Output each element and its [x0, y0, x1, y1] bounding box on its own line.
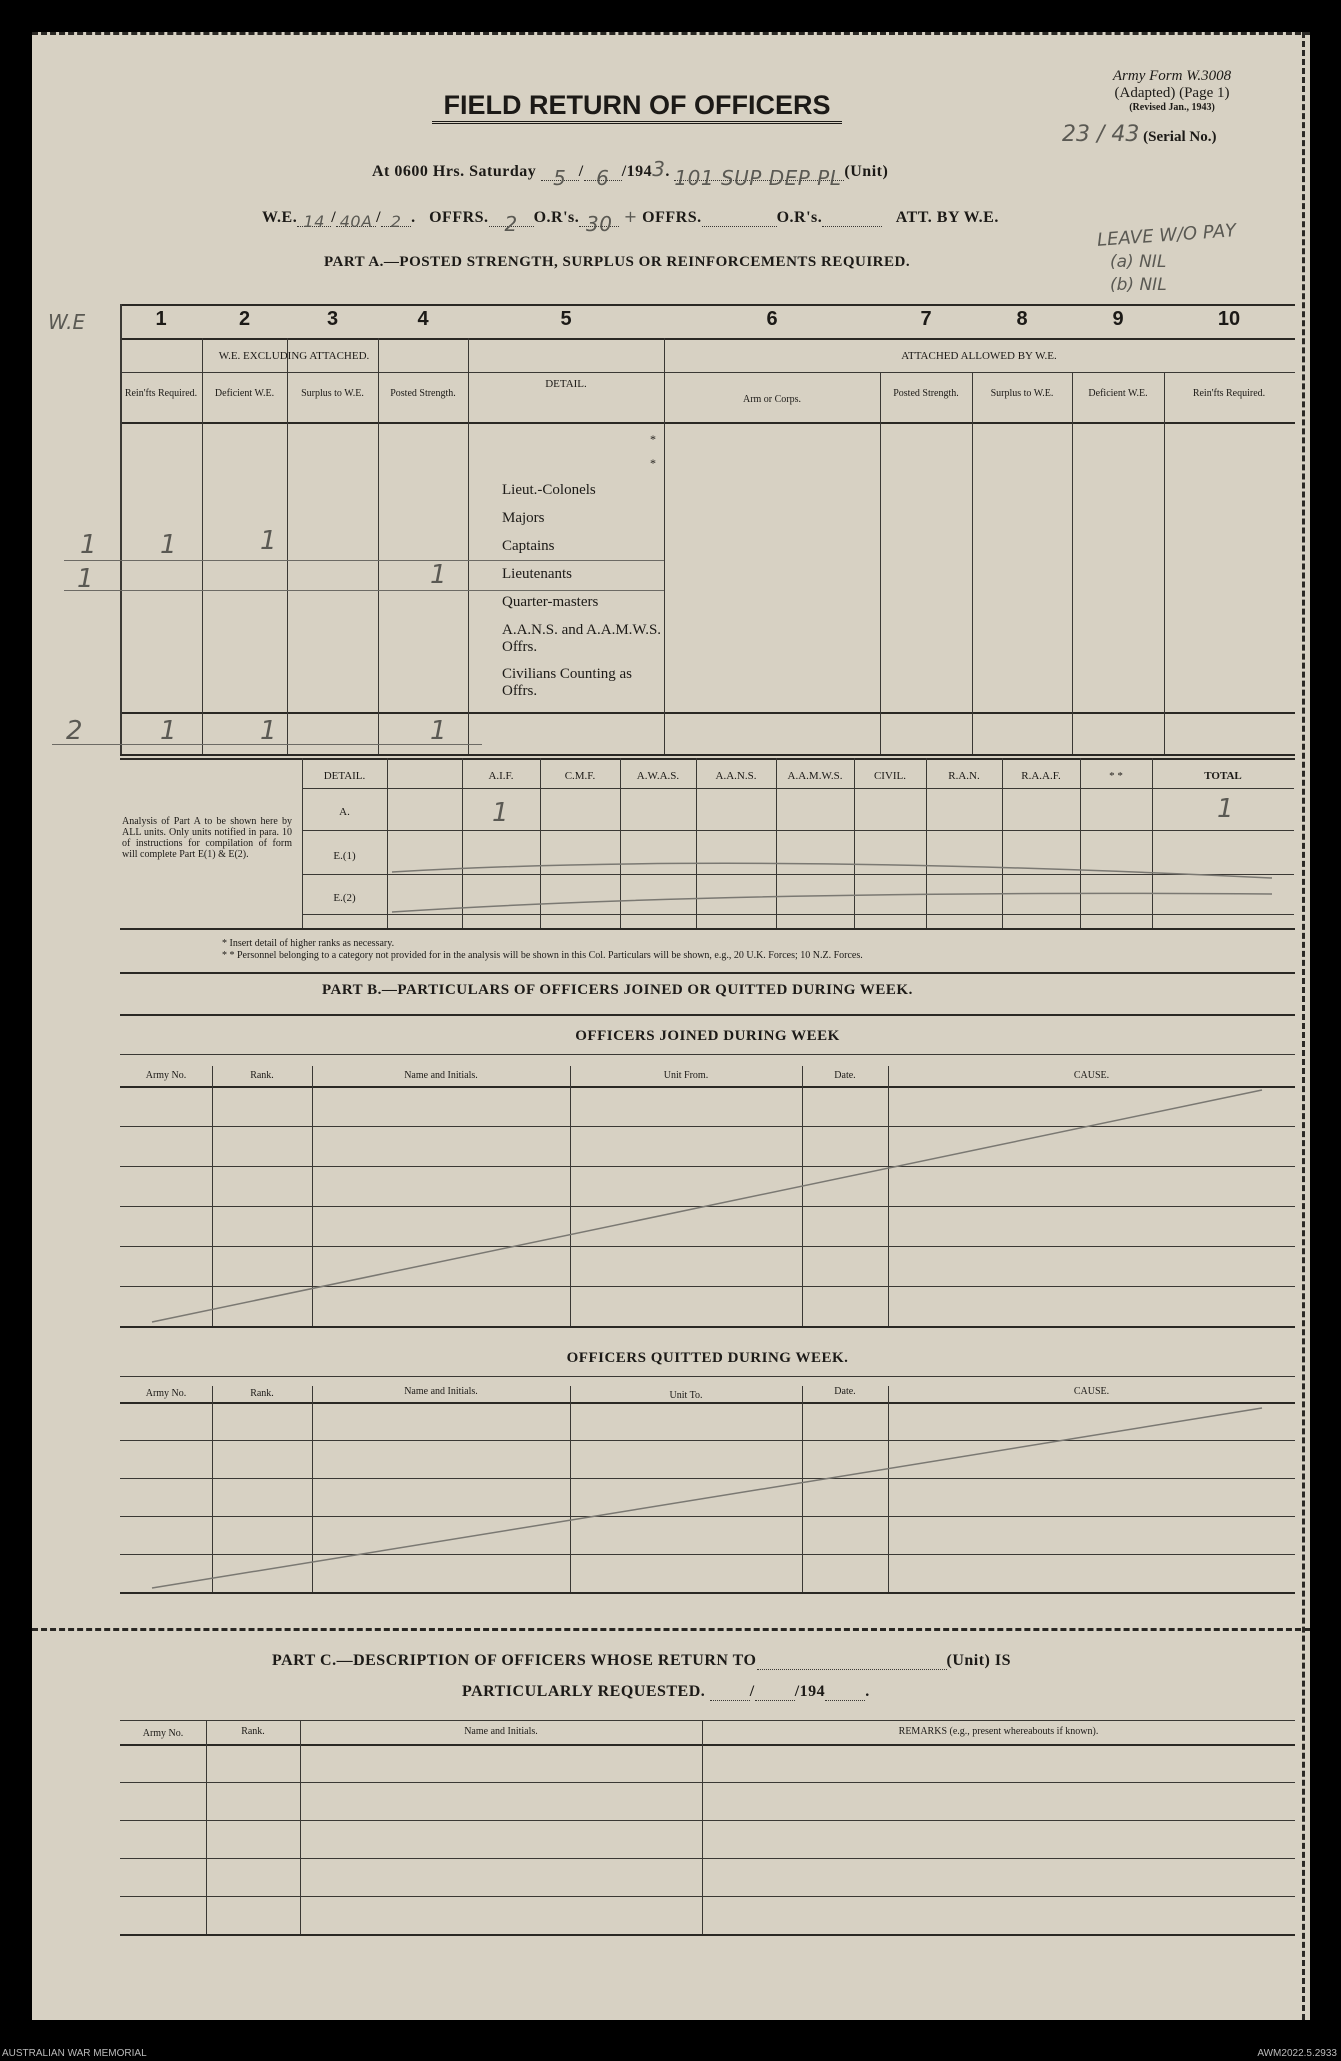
- col-num-4: 4: [417, 308, 429, 330]
- ors-label-2: O.R's.: [776, 209, 823, 226]
- joined-h-date: Date.: [834, 1070, 856, 1081]
- unit-label: (Unit): [844, 163, 889, 180]
- e1-strike: [392, 863, 1272, 878]
- part-a-title: PART A.—POSTED STRENGTH, SURPLUS OR REINFORCEMENTS REQUIRED.: [324, 254, 911, 270]
- e2-strike: [392, 893, 1272, 912]
- joined-h-cause: CAUSE.: [1073, 1070, 1110, 1081]
- joined-h-rank: Rank.: [250, 1070, 274, 1081]
- sub-posted-left: Posted Strength.: [390, 388, 456, 399]
- an-h-total: TOTAL: [1204, 770, 1242, 782]
- partc-h-rank: Rank.: [241, 1726, 265, 1737]
- joined-strike: [152, 1090, 1262, 1322]
- rule: [120, 1896, 1295, 1897]
- unit-value: 101 SUP DEP PL: [674, 166, 842, 190]
- rank-lt-colonels: Lieut.-Colonels: [502, 482, 596, 498]
- sub-surplus-left: Surplus to W.E.: [301, 388, 364, 399]
- offrs-value: 2: [504, 212, 518, 236]
- partc-h-remarks: REMARKS (e.g., present whereabouts if known).: [898, 1726, 1099, 1737]
- quitted-h-army-no: Army No.: [145, 1388, 187, 1399]
- an-h-awas: A.W.A.S.: [636, 770, 680, 782]
- strike-lines: [32, 32, 1310, 2020]
- col-num-2: 2: [238, 308, 251, 330]
- captains-margin: 1: [80, 530, 97, 560]
- an-h-detail: DETAIL.: [323, 770, 366, 782]
- joined-h-name: Name and Initials.: [404, 1070, 478, 1081]
- an-h-aif: A.I.F.: [488, 770, 514, 782]
- we-v3: 2: [390, 212, 402, 231]
- star-2: *: [650, 456, 656, 470]
- footer-left: AUSTRALIAN WAR MEMORIAL: [2, 2048, 147, 2059]
- attached-header: ATTACHED ALLOWED BY W.E.: [901, 350, 1057, 362]
- an-h-civil: CIVIL.: [873, 770, 907, 782]
- time-label: At 0600 Hrs. Saturday: [372, 163, 537, 180]
- quitted-h-rank: Rank.: [250, 1388, 274, 1399]
- joined-h-unit-from: Unit From.: [663, 1070, 709, 1081]
- rule: [120, 1820, 1295, 1821]
- quitted-h-cause: CAUSE.: [1073, 1386, 1110, 1397]
- analysis-note: Analysis of Part A to be shown here by ALL units. Only units notified in para. 10 of instructions for compilation of form will complete Part E(1) & E(2).: [122, 816, 292, 860]
- rule: [300, 1720, 301, 1934]
- sub-reinfts-right: Rein'fts Required.: [1192, 388, 1266, 399]
- perforation-right: [1302, 32, 1305, 2020]
- an-h-raaf: R.A.A.F.: [1021, 770, 1061, 782]
- col-num-1: 1: [155, 308, 167, 330]
- an-row-e1: E.(1): [333, 850, 356, 862]
- footnote-1: * Insert detail of higher ranks as necessary.: [222, 938, 395, 949]
- rank-quartermasters: Quarter-masters: [502, 594, 599, 610]
- captains-col2: 1: [260, 526, 277, 556]
- adapted-note: (Adapted) (Page 1): [1114, 85, 1230, 101]
- rule: [206, 1720, 207, 1934]
- revised-note: (Revised Jan., 1943): [1129, 102, 1215, 113]
- an-aif-value: 1: [492, 798, 509, 828]
- rule: [120, 1744, 1295, 1746]
- ors-value: 30: [586, 212, 613, 236]
- total-col2: 1: [260, 716, 277, 746]
- sub-deficient-left: Deficient W.E.: [214, 388, 275, 399]
- we-excluding-header: W.E. EXCLUDING ATTACHED.: [218, 350, 370, 362]
- offrs-label: OFFRS.: [429, 209, 489, 226]
- an-h-cmf: C.M.F.: [564, 770, 596, 782]
- an-row-e2: E.(2): [333, 892, 356, 904]
- an-h-aamws: A.A.M.W.S.: [787, 770, 843, 782]
- lieutenants-margin: 1: [77, 564, 94, 594]
- col-num-10: 10: [1217, 308, 1241, 330]
- an-h-ran: R.A.N.: [948, 770, 980, 782]
- footer-right: AWM2022.5.2933: [1257, 2048, 1337, 2059]
- margin-we: W.E: [48, 310, 86, 334]
- quitted-strike: [152, 1408, 1262, 1588]
- rule: [702, 1720, 703, 1934]
- sub-posted-right: Posted Strength.: [893, 388, 959, 399]
- perforation-middle: [32, 1628, 1310, 1631]
- leave-note: LEAVE W/O PAY: [1096, 220, 1237, 251]
- part-c-requested: PARTICULARLY REQUESTED.: [462, 1683, 706, 1700]
- col-num-6: 6: [766, 308, 778, 330]
- total-col1: 1: [160, 716, 177, 746]
- part-c-suffix: (Unit) IS: [946, 1652, 1012, 1669]
- we-v1: 14: [303, 212, 325, 231]
- joined-h-army-no: Army No.: [145, 1070, 187, 1081]
- lieutenants-col4: 1: [430, 560, 447, 590]
- quitted-title: OFFICERS QUITTED DURING WEEK.: [566, 1350, 849, 1366]
- month-value: 6: [596, 166, 610, 190]
- footer: [0, 2046, 1341, 2061]
- plus-sign: +: [623, 207, 638, 226]
- rule: [120, 1720, 1295, 1721]
- partc-h-name: Name and Initials.: [464, 1726, 538, 1737]
- part-c-year: /194: [794, 1683, 826, 1700]
- rule: [120, 1858, 1295, 1859]
- sub-arm-corps: Arm or Corps.: [742, 394, 802, 405]
- rule: [120, 1782, 1295, 1783]
- col-num-3: 3: [326, 308, 339, 330]
- we-v2: 40A: [339, 212, 373, 231]
- rank-aans: A.A.N.S. and A.A.M.W.S. Offrs.: [502, 622, 662, 655]
- col-num-8: 8: [1016, 308, 1028, 330]
- note-a: (a) NIL: [1110, 252, 1167, 272]
- sub-reinfts-left: Rein'fts Required.: [124, 388, 198, 399]
- part-b-title: PART B.—PARTICULARS OF OFFICERS JOINED OR QUITTED DURING WEEK.: [322, 982, 913, 998]
- part-c-prefix: PART C.—DESCRIPTION OF OFFICERS WHOSE RETURN TO: [272, 1652, 757, 1669]
- joined-title: OFFICERS JOINED DURING WEEK: [575, 1028, 840, 1044]
- rank-captains: Captains: [502, 538, 555, 554]
- serial-label: (Serial No.): [1143, 129, 1217, 145]
- year-prefix: /194: [621, 163, 653, 180]
- army-form: Army Form W.3008: [1112, 68, 1232, 84]
- rank-lieutenants: Lieutenants: [502, 566, 572, 582]
- footnote-2: * * Personnel belonging to a category not provided for in the analysis will be shown in this Col. Particulars will be shown, e.g., 20 U.K. Forces; 10 N.Z. Forces.: [222, 950, 863, 961]
- partc-h-army-no: Army No.: [142, 1728, 184, 1739]
- part-c-line1: [272, 1652, 1172, 1670]
- an-row-a: A.: [339, 806, 350, 818]
- col-num-7: 7: [920, 308, 932, 330]
- rank-civilians: Civilians Counting as Offrs.: [502, 666, 633, 699]
- sub-surplus-right: Surplus to W.E.: [990, 388, 1054, 399]
- ors-label: O.R's.: [533, 209, 580, 226]
- serial-value: 23 / 43: [1062, 122, 1140, 147]
- note-b: (b) NIL: [1110, 275, 1167, 295]
- rank-majors: Majors: [502, 510, 545, 526]
- captains-col1: 1: [160, 530, 177, 560]
- year-digit: 3: [652, 157, 666, 181]
- total-margin: 2: [66, 716, 83, 746]
- total-col4: 1: [430, 716, 447, 746]
- we-label: W.E.: [262, 209, 298, 226]
- detail-header: DETAIL.: [545, 378, 587, 390]
- quitted-h-name: Name and Initials.: [404, 1386, 478, 1397]
- day-value: 5: [553, 166, 567, 190]
- rule: [120, 1934, 1295, 1936]
- star-1: *: [650, 432, 656, 446]
- form-sheet: [32, 32, 1310, 2020]
- quitted-h-date: Date.: [834, 1386, 856, 1397]
- we-line: W.E. 14 / 40A / 2 . OFFRS. 2 O.R's. 30 + OFFRS. O.R's. ATT. BY W.E.: [262, 207, 999, 236]
- page-title: FIELD RETURN OF OFFICERS: [432, 90, 842, 124]
- col-num-9: 9: [1112, 308, 1124, 330]
- sub-deficient-right: Deficient W.E.: [1088, 388, 1148, 399]
- part-c-line2: PARTICULARLY REQUESTED. / /194 .: [462, 1683, 870, 1700]
- an-h-stars: * *: [1109, 770, 1123, 782]
- an-h-aans: A.A.N.S.: [715, 770, 757, 782]
- att-label: ATT. BY W.E.: [895, 209, 999, 226]
- offrs-label-2: OFFRS.: [642, 209, 702, 226]
- date-line: At 0600 Hrs. Saturday 5 / 6 /1943. 101 SUP DEP PL (Unit): [372, 157, 889, 190]
- an-total-value: 1: [1217, 794, 1234, 824]
- col-num-5: 5: [560, 308, 572, 330]
- quitted-h-unit-to: Unit To.: [669, 1390, 703, 1401]
- part-c-slash: /: [749, 1683, 755, 1700]
